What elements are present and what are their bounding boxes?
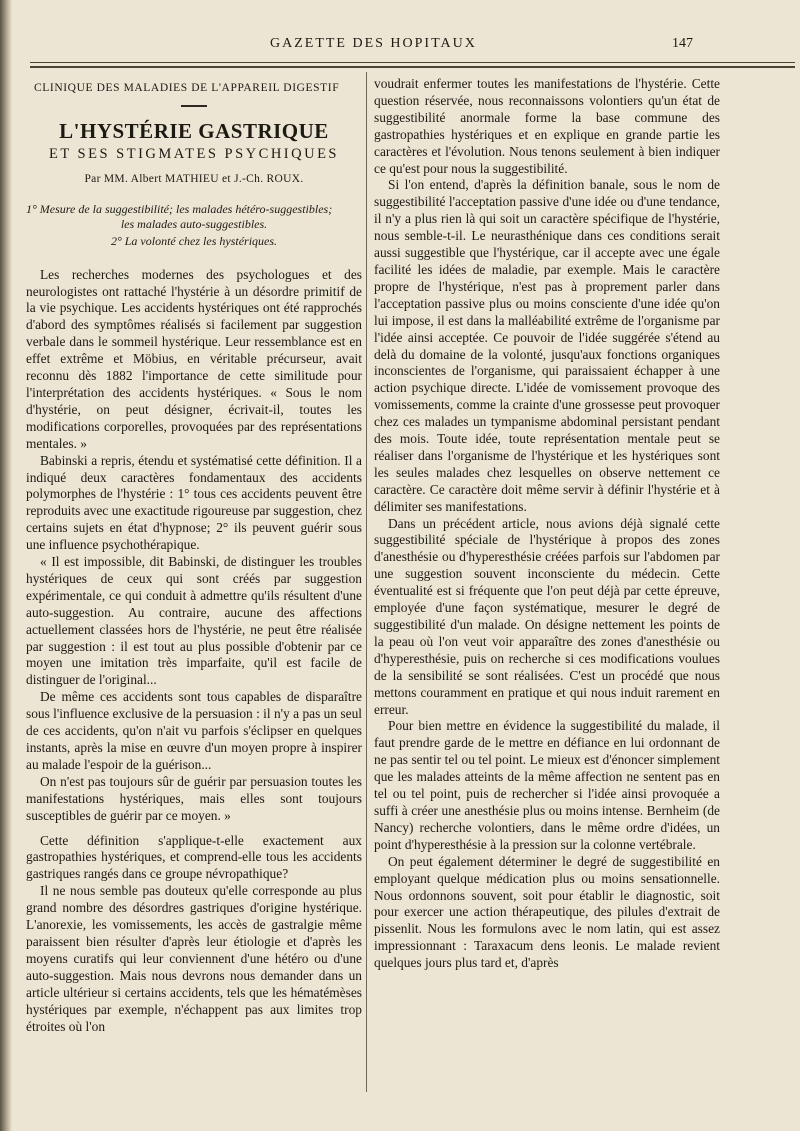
article-subtitle: ET SES STIGMATES PSYCHIQUES bbox=[48, 145, 339, 162]
article-title: L'HYSTÉRIE GASTRIQUE bbox=[59, 118, 329, 143]
column-divider bbox=[366, 72, 367, 1092]
paragraph: Il ne nous semble pas douteux qu'elle corresponde au plus grand nombre des désordres gastriques d'origine hystérique. L'anorexie, les vomissements, les accès de gastralgie même paraissent bien résulter d'après leur étiologie et d'après les moyens curatifs qui leur conviennent d'une hétéro ou d'une auto-suggestion. Mais nous devrons nous demander dans un article ultérieur si certains accidents, tels que les hématémèses hystériques par exemple, n'échappent pas aux limites trop étroites où l'on bbox=[26, 883, 362, 1034]
byline: Par MM. Albert MATHIEU et J.-Ch. ROUX. bbox=[84, 172, 304, 185]
right-column bbox=[374, 76, 720, 972]
paragraph: Si l'on entend, d'après la définition banale, sous le nom de suggestibilité l'acceptation passive d'une idée ou d'une tendance, il n'y a plus rien là qui soit un caractère spécifique de l'hystérie, nous semble-t-il. Le neurasthénique dans ces conditions serait aussi suggestible que l'hystérique, car il accepte avec une égale facilité les idées de maladie, par exemple. Mais le caractère propre de l'hystérique, n'est pas à proprement parler dans l'acceptation passive plus ou moins consciente d'une idée qu'on lui impose, il est dans la malléabilité extrême de l'organisme par l'idée ainsi acceptée. Ce pouvoir de l'idée suggérée s'étend au delà du domaine de la volonté, jusqu'aux fonctions organiques inconscientes de l'organisme, qui paraissaient échapper à une action psychique directe. L'idée de vomissement provoque des vomissements, comme la crainte d'une grossesse peut provoquer chez ces malades un tympanisme abdominal persistant pendant des mois. Toute idée, toute représentation mentale peut se réaliser dans l'organisme de l'hystérique et les hystériques sont les seules malades chez lesquelles on observe nettement ce caractère. Ce caractère doit même servir à définir l'hystérie et à délimiter ses manifestations. bbox=[374, 177, 720, 514]
paragraph: Dans un précédent article, nous avions déjà signalé cette suggestibilité spéciale de l'hystérique à propos des zones d'anesthésie ou d'hyperesthésie créées parfois sur l'abdomen par une suggestion souvent inconsciente du médecin. Cette éventualité est si fréquente que l'on peut déjà par cette épreuve, employée d'une façon systématique, mesurer le degré de suggestibilité d'un malade. On désigne nettement les points de la peau où l'on veut voir apparaître des zones d'anesthésie ou d'hyperesthésie, puis on recherche si ces modifications voulues de la sensibilité se sont réalisées. C'est un procédé que nous mettons couramment en pratique et qui nous induit rarement en erreur. bbox=[374, 515, 720, 717]
summary-line: 2° La volonté chez les hystériques. bbox=[110, 233, 278, 248]
paragraph: On n'est pas toujours sûr de guérir par persuasion toutes les manifestations hystériques, mais elles sont toujours susceptibles de guérir par ce moyen. » bbox=[26, 773, 362, 823]
title-separator bbox=[181, 105, 207, 107]
paragraph: De même ces accidents sont tous capables de disparaître sous l'influence exclusive de la persuasion : il n'y a pas un seul de ces accidents, qu'on n'ait vu parfois s'éclipser en quelques instants, après la mise en œuvre d'un moyen propre à inspirer au malade l'espoir de la guérison... bbox=[26, 689, 362, 772]
summary-line: les malades auto-suggestibles. bbox=[120, 216, 268, 231]
paragraph: Cette définition s'applique-t-elle exactement aux gastropathies hystériques, et comprend-elle tous les accidents gastriques rangés dans ce groupe névropathique? bbox=[26, 832, 362, 882]
header-rule-thick bbox=[30, 66, 795, 68]
paragraph: Les recherches modernes des psychologues et des neurologistes ont rattaché l'hystérie à un désordre primitif de la vie psychique. Les accidents hystériques ont été rapprochés d'abord des symptômes réalisés si facilement par suggestion verbale dans le sommeil hystérique. Leur ressemblance est en effet extrême et Möbius, en véritable précurseur, avait reconnu dès 1882 l'importance de cette similitude pour l'interprétation des accidents hystériques. « Sous le nom d'hystérie, on peut désigner, écrivait-il, toutes les modifications corporelles, provoquées par des représentations mentales. » bbox=[26, 266, 362, 451]
summary bbox=[26, 202, 362, 249]
journal-title: GAZETTE DES HOPITAUX bbox=[270, 36, 477, 51]
page-number: 147 bbox=[672, 36, 693, 51]
section-heading: CLINIQUE DES MALADIES DE L'APPAREIL DIGESTIF bbox=[34, 82, 340, 94]
paragraph: Babinski a repris, étendu et systématisé cette définition. Il a indiqué deux caractères fondamentaux des accidents polymorphes de l'hystérie : 1° tous ces accidents peuvent être reproduits avec une exactitude rigoureuse par suggestion, chez certains sujets en état d'hypnose; 2° ils peuvent guérir sous une influence psychothérapique. bbox=[26, 452, 362, 553]
paragraph: voudrait enfermer toutes les manifestations de l'hystérie. Cette question réservée, nous reconnaissons volontiers qu'un état de suggestibilité anormale forme la base commune des gastropathies hystériques et en explique en grande partie les caractères et l'évolution. Nous tenons seulement à bien indiquer ce qu'est pour nous la suggestibilité. bbox=[374, 76, 720, 176]
header-rule bbox=[30, 62, 795, 63]
running-head bbox=[0, 36, 800, 56]
paragraph: On peut également déterminer le degré de suggestibilité en employant quelque médication plus ou moins sensationnelle. Nous ordonnons souvent, soit pour établir le diagnostic, soit pour exercer une action thérapeutique, des pilules d'extrait de pissenlit. Nous les formulons avec le nom latin, qui est assez impressionnant : Taraxacum dens leonis. Le malade revient quelques jours plus tard et, d'après bbox=[374, 853, 720, 971]
paragraph: Pour bien mettre en évidence la suggestibilité du malade, il faut prendre garde de le mettre en défiance en lui ordonnant de ne pas sentir tel ou tel point. Le mieux est d'énoncer simplement que les malades atteints de la même affection ne sentent pas en tel ou tel point, puis de rechercher si l'idée ainsi provoquée a suffi à créer une anesthésie plus ou moins intense. Bernheim (de Nancy) recherche volontiers, dans le même ordre d'idées, un point d'hyperesthésie à la pression sur la colonne vertébrale. bbox=[374, 718, 720, 852]
left-column bbox=[26, 76, 362, 1035]
paragraph: « Il est impossible, dit Babinski, de distinguer les troubles hystériques de ceux qui sont créés par suggestion expérimentale, ce qui conduit à admettre qu'ils résultent d'une auto-suggestion. Au contraire, aucune des affections actuellement classées hors de l'hystérie, ne peut être réalisée par suggestion : il est tout au plus possible d'obtenir par ce moyen une imitation très imparfaite, qu'il est facile de distinguer de l'original... bbox=[26, 554, 362, 688]
summary-line: 1° Mesure de la suggestibilité; les malades hétéro-suggestibles; bbox=[26, 201, 333, 216]
book-spine-shadow bbox=[0, 0, 12, 1131]
